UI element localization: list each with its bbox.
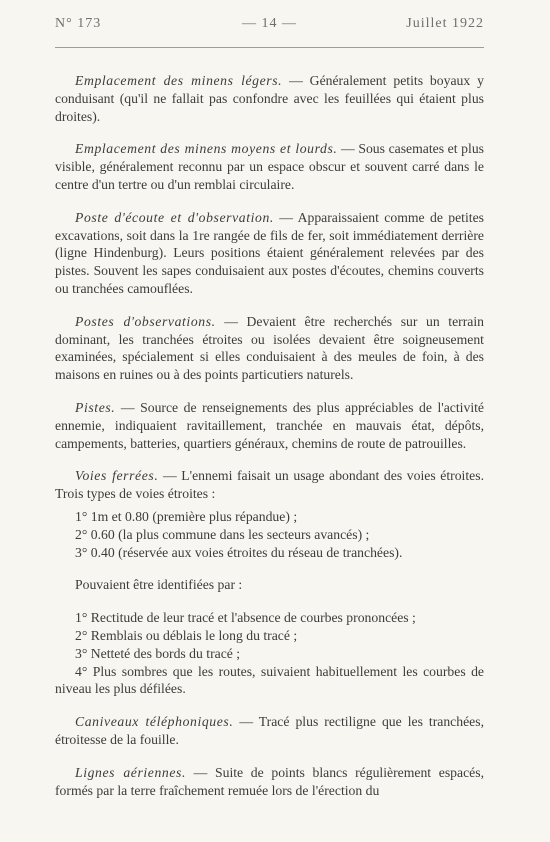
gauge-item: 3° 0.40 (réservée aux voies étroites du réseau de tranchées). bbox=[75, 544, 403, 560]
criterion-item: 4° Plus sombres que les routes, suivaient habituellement les courbes de niveau les plus défilées. bbox=[55, 663, 484, 697]
paragraph-caniveaux bbox=[55, 713, 484, 749]
section-term: Postes d'observations. bbox=[75, 313, 216, 329]
section-text: — L'ennemi faisait un usage abondant des voies étroites. Trois types de voies étroites : bbox=[55, 468, 484, 502]
section-term: Emplacement des minens légers. bbox=[75, 73, 283, 88]
section-text: — Sous casemates et plus visible, généralement reconnu par un espace obscur et souvent carré dans le centre d'un tertre ou d'un remblai circulaire. bbox=[55, 141, 484, 192]
paragraph-voies-ferrees bbox=[55, 467, 484, 503]
header-rule bbox=[55, 47, 484, 48]
document-body bbox=[55, 72, 484, 814]
paragraph-postes-observations bbox=[55, 313, 484, 384]
gauge-item: 1° 1m et 0.80 (première plus répandue) ; bbox=[75, 508, 298, 524]
criterion-item: 2° Remblais ou déblais le long du tracé ; bbox=[75, 627, 298, 643]
issue-number: N° 173 bbox=[55, 16, 102, 31]
criterion-item: 1° Rectitude de leur tracé et l'absence de courbes prononcées ; bbox=[75, 610, 416, 626]
section-text: — Tracé plus rectiligne que les tranchées, étroitesse de la fouille. bbox=[55, 714, 484, 747]
section-term: Emplacement des minens moyens et lourds. bbox=[75, 141, 338, 157]
paragraph-poste-ecoute bbox=[55, 209, 484, 298]
section-term: Poste d'écoute et d'observation. bbox=[75, 209, 274, 225]
section-term: Lignes aériennes. bbox=[75, 764, 186, 780]
section-text: — Généralement petits boyaux y conduisant (qu'il ne fallait pas confondre avec les feuillées qui étaient plus droites). bbox=[55, 73, 484, 124]
issue-date: Juillet 1922 bbox=[406, 16, 484, 31]
paragraph-emplacement-minens-legers bbox=[55, 72, 484, 125]
identification-intro: Pouvaient être identifiées par : bbox=[75, 577, 243, 593]
paragraph-lignes-aeriennes bbox=[55, 764, 484, 800]
page-header bbox=[55, 16, 484, 40]
paragraph-emplacement-minens-lourds bbox=[55, 140, 484, 193]
section-text: — Suite de points blancs régulièrement espacés, formés par la terre fraîchement remuée lors de l'érection du bbox=[55, 764, 484, 798]
section-term: Voies ferrées. bbox=[75, 468, 159, 484]
section-text: — Devaient être recherchés sur un terrain dominant, les tranchées étroites ou isolées devaient être soigneusement examinées, spécialement si elles conduisaient à des meules de foin, à des maisons en ruines ou à des points particutiers naturels. bbox=[55, 313, 484, 383]
section-term: Caniveaux téléphoniques. bbox=[75, 714, 234, 730]
criterion-item: 3° Netteté des bords du tracé ; bbox=[75, 645, 241, 661]
section-term: Pistes. bbox=[75, 399, 116, 415]
section-text: — Source de renseignements des plus appréciables de l'activité ennemie, indiquaient ravitaillement, tranchée en mauvais état, dépôts, campements, batteries, quartiers généraux, chemins de route de patrouilles. bbox=[55, 399, 484, 451]
page-folio: — 14 — bbox=[242, 16, 297, 31]
gauge-item: 2° 0.60 (la plus commune dans les secteurs avancés) ; bbox=[75, 526, 370, 542]
paragraph-pistes bbox=[55, 399, 484, 452]
section-text: — Apparaissaient comme de petites excavations, soit dans la 1re rangée de fils de fer, soit immédiatement derrière (ligne Hindenburg). Leurs positions étaient généralement relevées par des pistes. Souvent les sapes conduisaient aux postes d'écoutes, chemins couverts ou tranchées camouflées. bbox=[55, 209, 484, 296]
